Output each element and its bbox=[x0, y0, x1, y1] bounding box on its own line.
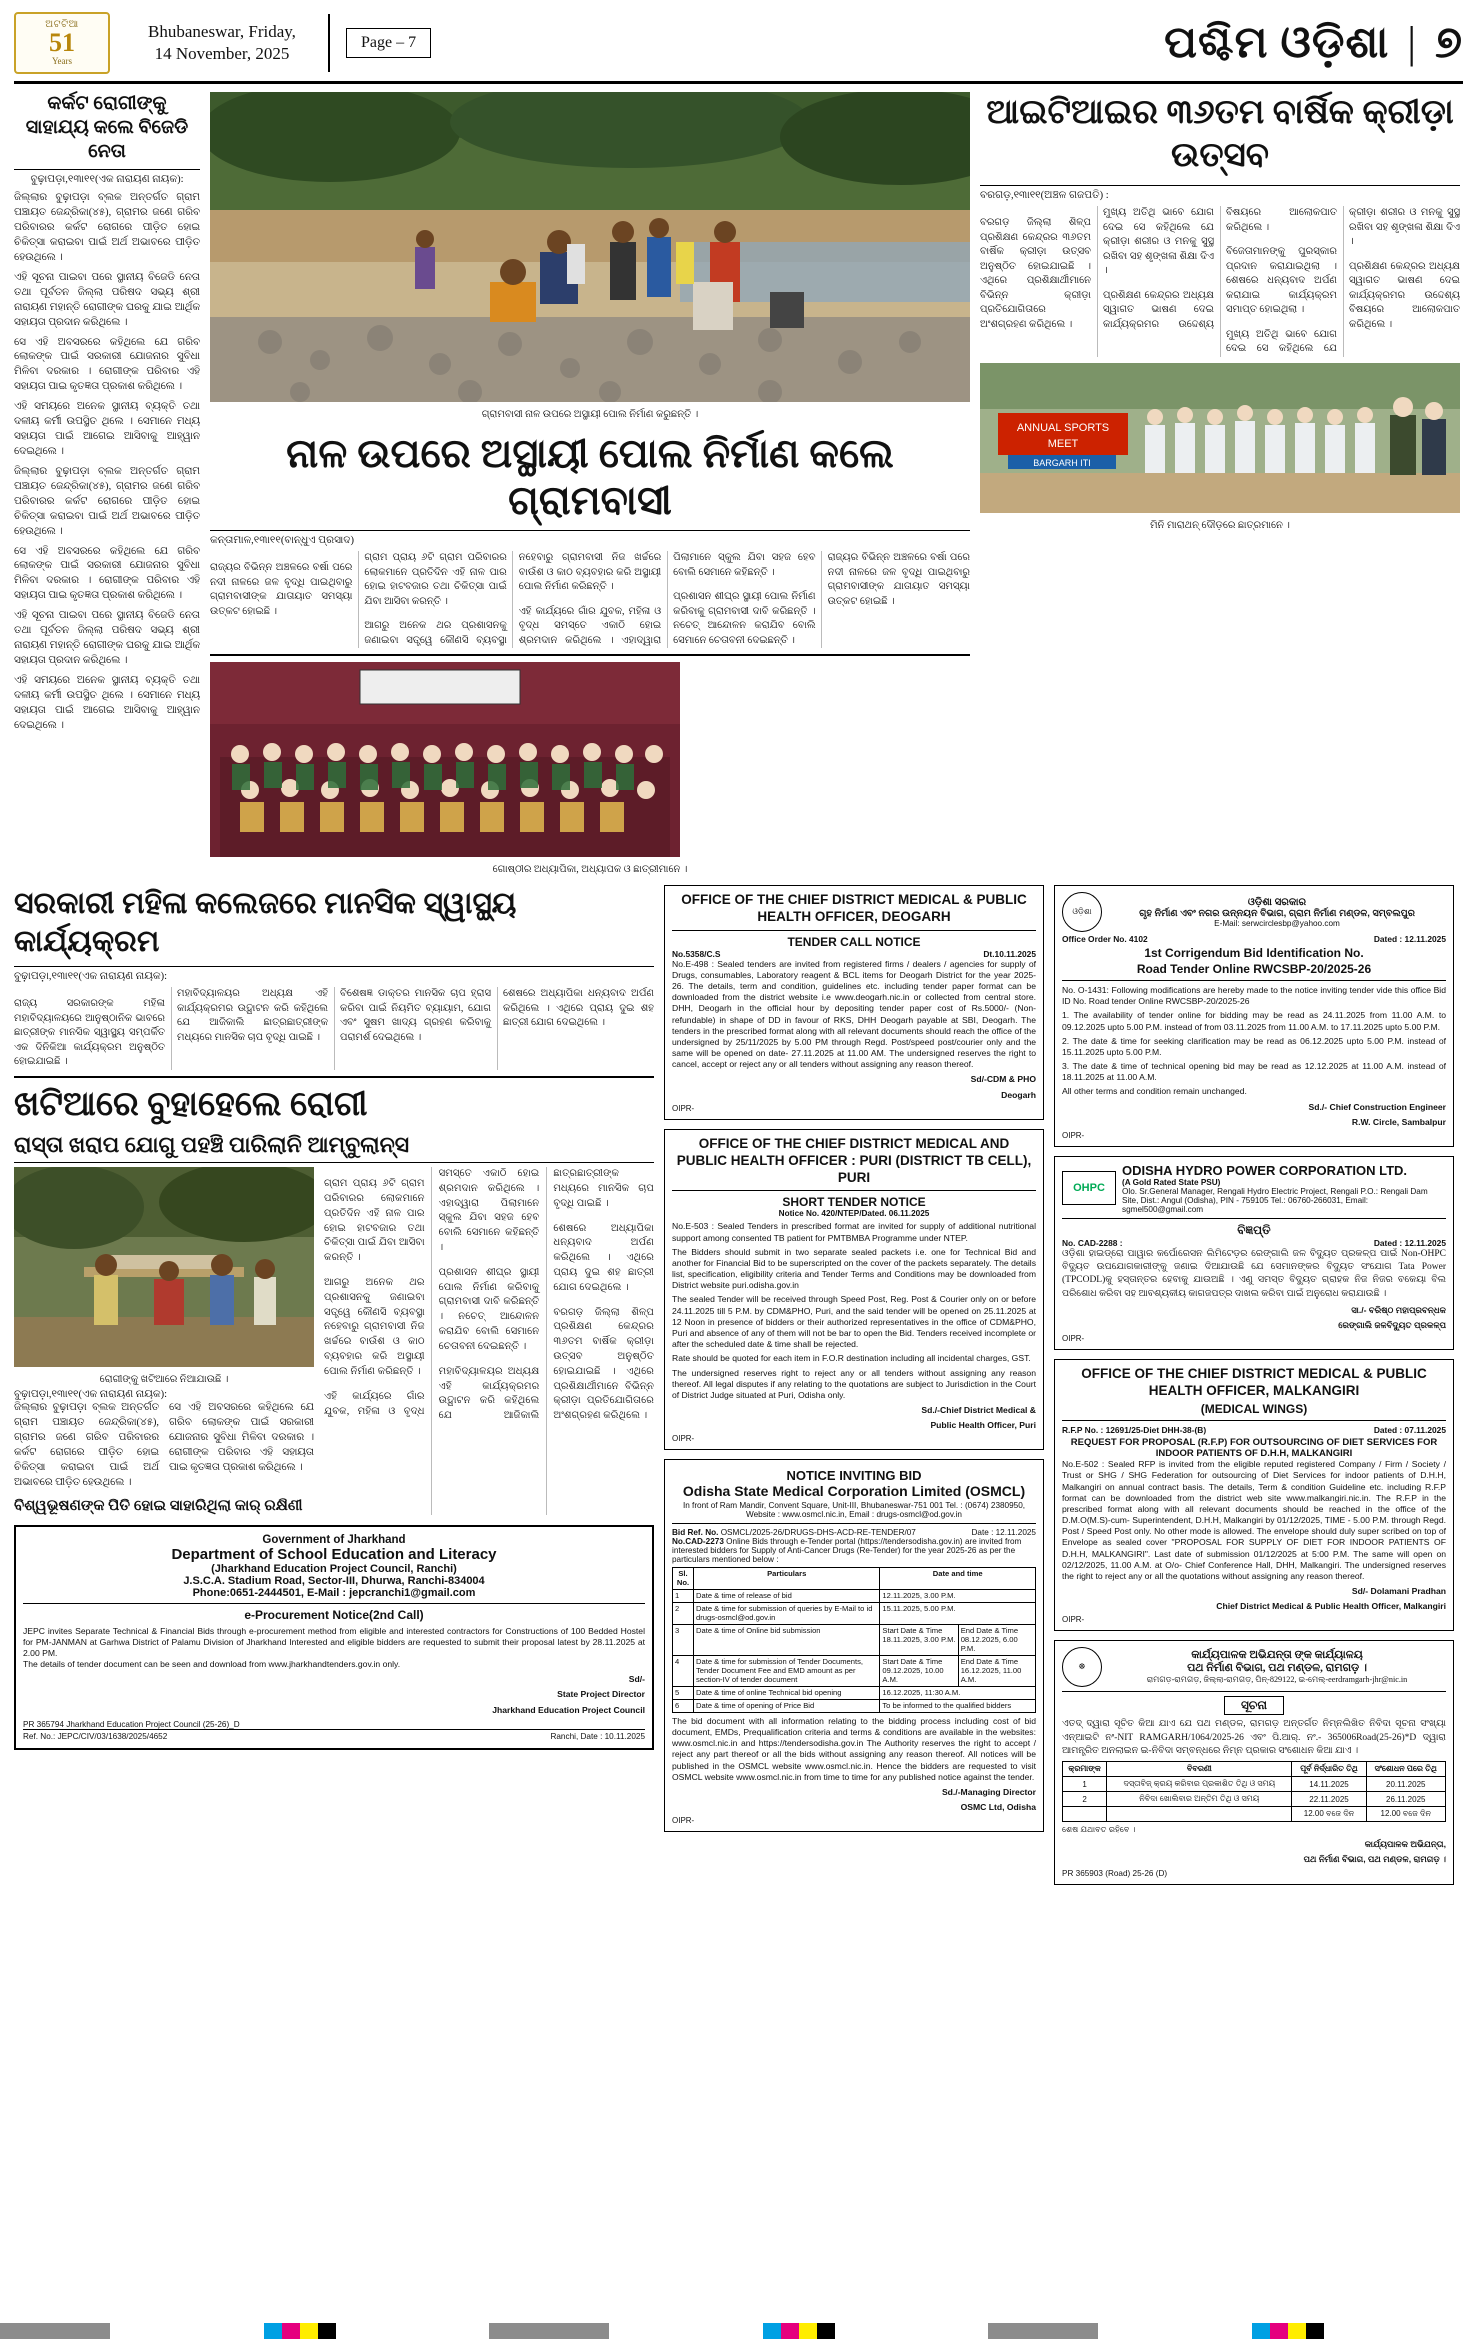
malkangiri-rfp-no: R.F.P No. : 12691/25-Diet DHH-38-(B) bbox=[1062, 1425, 1207, 1436]
table-row bbox=[1063, 1807, 1446, 1822]
paragraph: ଏହି ସୂଚନା ପାଇବା ପରେ ସ୍ଥାନୀୟ ବିଜେଡି ନେତା ତଥା ପୂର୍ବତନ ଜିଲ୍ଲା ପରିଷଦ ସଭ୍ୟ ଶ୍ରୀ ନାରାୟଣ ମହାନ୍ତି ରୋଗୀଙ୍କ ଘରକୁ ଯାଇ ଆର୍ଥିକ ସହାୟତା ପ୍ରଦାନ କରିଥିଲେ । bbox=[14, 610, 200, 666]
badge-top-text: ଅଟଟିଆ bbox=[45, 19, 79, 30]
paragraph: ଜିଲ୍ଲାର ବୁଢ଼ାପଡ଼ା ବ୍ଲକ ଅନ୍ତର୍ଗତ ଗ୍ରାମ ପଞ୍ଚାୟତ ଜେନ୍ଦ୍ରିକା(୪୫), ଗ୍ରାମର ଜଣେ ଗରିବ ପରିବାରର କର୍କଟ ରୋଗରେ ପୀଡ଼ିତ ହୋଇ ଚିକିତ୍ସା କରାଇବା ପାଇଁ ଅର୍ଥ ଅଭାବରେ ପୀଡ଼ିତ ହେଉଥିଲେ । bbox=[14, 192, 200, 263]
main-story-body bbox=[210, 551, 970, 648]
osmcl-cad-text: Online Bids through e-Tender portal (https://tendersodisha.gov.in) are invited from interested bidders for Supply of Anti-Cancer Drugs (Re-Tender) for the year 2025-26 as per the particulars mentioned below : bbox=[672, 1536, 1022, 1564]
paragraph: ଏହି ସମୟରେ ଅନେକ ସ୍ଥାନୀୟ ବ୍ୟକ୍ତି ତଥା ଦଳୀୟ କର୍ମୀ ଉପସ୍ଥିତ ଥିଲେ । ସେମାନେ ମଧ୍ୟ ସହାୟତା ପାଇଁ ଆଗେଇ ଆସିବାକୁ ଆହ୍ୱାନ ଦେଇଥିଲେ । bbox=[14, 674, 200, 731]
cell-no: 1 bbox=[1063, 1777, 1107, 1792]
malkangiri-title2: REQUEST FOR PROPOSAL (R.F.P) FOR OUTSOURCING OF DIET SERVICES FOR INDOOR PATIENTS OF D.H.H, MALKANGIRI bbox=[1070, 1437, 1438, 1460]
cell-no: 6 bbox=[673, 1699, 694, 1712]
cell-particulars: Date & time of opening of Price Bid bbox=[694, 1699, 880, 1712]
jh-govt: Government of Jharkhand bbox=[262, 1533, 406, 1546]
cell-no: 4 bbox=[673, 1655, 694, 1686]
group-photo-caption: ଗୋଷ୍ଠୀର ଅଧ୍ୟାପିକା, ଅଧ୍ୟାପକ ଓ ଛାତ୍ରୀମାନେ । bbox=[492, 864, 688, 875]
paragraph: ରାଜ୍ୟର ବିଭିନ୍ନ ଅଞ୍ଚଳରେ ବର୍ଷା ପରେ ନଦୀ ନାଳରେ ଜଳ ବୃଦ୍ଧି ପାଇଥିବାରୁ ଗ୍ରାମବାସୀଙ୍କ ଯାତାୟାତ ସମସ୍ୟା ଉତ୍କଟ ହୋଇଛି । bbox=[827, 552, 970, 607]
ohpc-oipr: OIPR- bbox=[1062, 1334, 1085, 1344]
title-separator: | bbox=[1407, 18, 1418, 67]
main-byline: କନ୍ତାମାଳ,୧୩ା୧୧(ବାନ୍ଧୁଏ ପ୍ରସାଦ) bbox=[210, 535, 355, 546]
column-right bbox=[980, 92, 1460, 875]
cell-old: 22.11.2025 bbox=[1292, 1792, 1366, 1807]
osmcl-date: Date : 12.11.2025 bbox=[971, 1527, 1036, 1537]
table-row bbox=[1063, 1792, 1446, 1807]
puri-body1: No.E-503 : Sealed Tenders in prescribed format are invited for supply of additional nutritional support among consented TB patient for PMTBMBA Programme under NTEP. bbox=[672, 1221, 1036, 1243]
paragraph: ମହାବିଦ୍ୟାଳୟର ଅଧ୍ୟକ୍ଷ ଏହି କାର୍ଯ୍ୟକ୍ରମର ଉଦ୍ଘାଟନ କରି କହିଥିଲେ ଯେ ଆଜିକାଲି ଛାତ୍ରଛାତ୍ରୀଙ୍କ ମଧ୍ୟରେ ମାନସିକ ଚାପ ବୃଦ୍ଧି ପାଇଛି । bbox=[438, 1168, 654, 1422]
ohpc-address: Olo. Sr.General Manager, Rengali Hydro Electric Project, Rengali P.O.: Rengali Dam Site, Dist.: Angul (Odisha), PIN - 759105 Tel.: 06760-266031, Email: sgmel500@gmail.com bbox=[1122, 1186, 1428, 1214]
rwcsbp-order-no: Office Order No. 4102 bbox=[1062, 934, 1148, 944]
osmcl-sign2: OSMC Ltd, Odisha bbox=[960, 1802, 1036, 1813]
th-date: Date and time bbox=[880, 1567, 1036, 1589]
hero-photo-caption: ଗ୍ରାମବାସୀ ନାଳ ଉପରେ ଅସ୍ଥାୟୀ ପୋଲ ନିର୍ମାଣ କରୁଛନ୍ତି । bbox=[481, 409, 699, 420]
rwcsbp-title2: Road Tender Online RWCSBP-20/2025-26 bbox=[1136, 962, 1372, 976]
cell-no: 2 bbox=[1063, 1792, 1107, 1807]
cell-no: 5 bbox=[673, 1686, 694, 1699]
cell-date1: Start Date & Time 09.12.2025, 10.00 A.M. bbox=[880, 1655, 958, 1686]
ramgarh-title1: କାର୍ଯ୍ୟପାଳକ ଅଭିଯନ୍ତା ଙ୍କ କାର୍ଯ୍ୟାଳୟ bbox=[1191, 1649, 1363, 1662]
ads-column-right bbox=[1054, 885, 1454, 1894]
svg-text:BARGARH ITI: BARGARH ITI bbox=[1033, 457, 1091, 468]
jh-notice-title: e-Procurement Notice(2nd Call) bbox=[244, 1607, 424, 1622]
rwcsbp-body: No. O-1431: Following modifications are hereby made to the notice inviting tender vide this office Bid ID No. Road tender Online RWCSBP-20/2025-26 bbox=[1062, 985, 1446, 1007]
deogarh-title: OFFICE OF THE CHIEF DISTRICT MEDICAL & PUBLIC HEALTH OFFICER, DEOGARH bbox=[681, 892, 1027, 924]
malkangiri-rfp-ad bbox=[1054, 1359, 1454, 1631]
ramgarh-body: ଏତଦ୍ ଦ୍ୱାରା ସୂଚିତ କିଆ ଯାଏ ଯେ ପଥ ମଣ୍ଡଳ, ରାମଗଡ଼ ଅନ୍ତର୍ଗତ ନିମ୍ନଲିଖିତ ନିବିଦା ସୂଚନା ସଂଖ୍ୟା ଏନ୍ଆଇଟି ନଂ-NIT RAMGARH/1064/2025-26 ଏବଂ ପି.ଆର୍. ନଂ.- 365006Road(25-26)*D ଦ୍ୱାରା ଆମନ୍ତ୍ରିତ ଅନଲାଇନ ଇ-ନିବିଦା ସମ୍ବନ୍ଧରେ ନିମ୍ନ ପ୍ରକାର ସଂଶୋଧନ କିଆ ଯାଏ । bbox=[1062, 1719, 1446, 1756]
cell-no bbox=[1063, 1807, 1107, 1822]
patient-photo-caption: ରୋଗୀଙ୍କୁ ଖଟିଆରେ ନିଆଯାଉଛି । bbox=[99, 1374, 229, 1385]
cell-new: 26.11.2025 bbox=[1366, 1792, 1445, 1807]
deogarh-ref-left: No.5358/C.S bbox=[672, 948, 721, 959]
cell-new: 20.11.2025 bbox=[1366, 1777, 1445, 1792]
malkangiri-oipr: OIPR- bbox=[1062, 1615, 1085, 1625]
malkangiri-subtitle: (MEDICAL WINGS) bbox=[1200, 1402, 1308, 1417]
puri-body2: The Bidders should submit in two separate sealed packets i.e. one for Technical Bid and another for Financial Bid to be superscripted on the cover of the packets separately. The details list, specification, eligibility criteria and Tender Terms and Conditions may be downloaded from District website puri.odisha.gov.in bbox=[672, 1246, 1036, 1291]
paragraph: ଏହି ସମୟରେ ଅନେକ ସ୍ଥାନୀୟ ବ୍ୟକ୍ତି ତଥା ଦଳୀୟ କର୍ମୀ ଉପସ୍ଥିତ ଥିଲେ । ସେମାନେ ମଧ୍ୟ ସହାୟତା ପାଇଁ ଆଗେଇ ଆସିବାକୁ ଆହ୍ୱାନ ଦେଇଥିଲେ । bbox=[14, 401, 200, 457]
paragraph: ସେ ଏହି ଅବସରରେ କହିଥିଲେ ଯେ ଗରିବ ଲୋକଙ୍କ ପାଇଁ ସରକାରୀ ଯୋଜନାର ସୁବିଧା ମିଳିବା ଦରକାର । ରୋଗୀଙ୍କ ପରିବାର ଏହି ସହାୟତା ପାଇ କୃତଜ୍ଞତା ପ୍ରକାଶ କରିଥିଲେ । bbox=[14, 545, 200, 602]
place: Bhubaneswar, Friday, bbox=[148, 22, 296, 42]
paragraph: ଏହି କାର୍ଯ୍ୟରେ ଗାଁର ଯୁବକ, ମହିଳା ଓ ବୃଦ୍ଧ ସମସ୍ତେ ଏକାଠି ହୋଇ ଶ୍ରମଦାନ କରିଥିଲେ । ଏହାଦ୍ୱାରା ପିଲାମାନେ ସ୍କୁଲ ଯିବା ସହଜ ହେବ ବୋଲି ସେମାନେ କହିଛନ୍ତି । bbox=[324, 1168, 540, 1417]
jharkhand-ad bbox=[14, 1525, 654, 1750]
paragraph: ଜିଲ୍ଲାର ବୁଢ଼ାପଡ଼ା ବ୍ଲକ ଅନ୍ତର୍ଗତ ଗ୍ରାମ ପଞ୍ଚାୟତ ଜେନ୍ଦ୍ରିକା(୪୫), ଗ୍ରାମର ଜଣେ ଗରିବ ପରିବାରର କର୍କଟ ରୋଗରେ ପୀଡ଼ିତ ହୋଇ ଚିକିତ୍ସା କରାଇବା ପାଇଁ ଅର୍ଥ ଅଭାବରେ ପୀଡ଼ିତ ହେଉଥିଲେ । bbox=[14, 1402, 159, 1488]
paragraph: ଆଗରୁ ଅନେକ ଥର ପ୍ରଶାସନକୁ ଜଣାଇବା ସତ୍ତ୍ୱେ କୌଣସି ବ୍ୟବସ୍ଥା ନହେବାରୁ ଗ୍ରାମବାସୀ ନିଜ ଖର୍ଚ୍ଚରେ ବାଉଁଶ ଓ କାଠ ବ୍ୟବହାର କରି ଅସ୍ଥାୟୀ ପୋଲ ନିର୍ମାଣ କରିଛନ୍ତି । bbox=[324, 1277, 425, 1377]
puri-oipr: OIPR- bbox=[672, 1434, 695, 1444]
annual-sports-meet-photo bbox=[980, 363, 1460, 513]
place-date bbox=[132, 21, 312, 64]
ramgarh-sign2: ପଥ ନିର୍ମାଣ ବିଭାଗ, ପଥ ମଣ୍ଡଳ, ରାମଗଡ଼ । bbox=[1303, 1854, 1446, 1865]
cell-date1: To be informed to the qualified bidders bbox=[880, 1699, 1036, 1712]
column-main bbox=[210, 92, 970, 875]
ohpc-logo-icon: OHPC bbox=[1062, 1171, 1116, 1205]
cell-date2: End Date & Time 08.12.2025, 6.00 P.M. bbox=[958, 1624, 1035, 1655]
rwcsbp-item-1: 1. The availability of tender online for bidding may be read as 24.11.2025 from 11.00 A.M. to 09.12.2025 upto 5.00 P.M. instead of from 03.11.2025 from 11.00 A.M. to 17.11.2025 upto 5.00 P.M. bbox=[1062, 1010, 1446, 1032]
paragraph: ସେ ଏହି ଅବସରରେ କହିଥିଲେ ଯେ ଗରିବ ଲୋକଙ୍କ ପାଇଁ ସରକାରୀ ଯୋଜନାର ସୁବିଧା ମିଳିବା ଦରକାର । ରୋଗୀଙ୍କ ପରିବାର ଏହି ସହାୟତା ପାଇ କୃତଜ୍ଞତା ପ୍ରକାଶ କରିଥିଲେ । bbox=[14, 336, 200, 393]
rwcsbp-govt: ଓଡ଼ିଶା ସରକାର bbox=[1247, 896, 1307, 908]
ohpc-sign2: ରେଙ୍ଗାଲି ଜଳବିଦ୍ୟୁତ ପ୍ରକଳ୍ପ bbox=[1338, 1320, 1446, 1331]
page-digit: ୭ bbox=[1435, 18, 1463, 67]
paragraph: ଗ୍ରାମ ପ୍ରାୟ ୬ଟି ଗ୍ରାମ ପରିବାରର ଲୋକମାନେ ପ୍ରତିଦିନ ଏହି ନାଳ ପାର ହୋଇ ହାଟବଜାର ତଥା ଚିକିତ୍ସା ପାଇଁ ଯିବା ଆସିବା କରନ୍ତି । bbox=[324, 1178, 425, 1264]
ramgarh-title2: ପଥ ନିର୍ମାଣ ବିଭାଗ, ପଥ ମଣ୍ଡଳ, ରାମଗଡ଼ । bbox=[1187, 1662, 1367, 1675]
osmcl-bid-ad bbox=[664, 1459, 1044, 1832]
ohpc-notice-head: ବିଜ୍ଞପ୍ତି bbox=[1237, 1222, 1271, 1237]
masthead bbox=[14, 10, 1463, 84]
paragraph: ମୁଖ୍ୟ ଅତିଥି ଭାବେ ଯୋଗ ଦେଇ ସେ କହିଥିଲେ ଯେ କ୍ରୀଡ଼ା ଶରୀର ଓ ମନକୁ ସୁସ୍ଥ ରଖିବା ସହ ଶୃଙ୍ଖଳା ଶିକ୍ଷା ଦିଏ । bbox=[1226, 207, 1460, 354]
th-new: ସଂଶୋଧନ ପରେ ତିଥି bbox=[1366, 1762, 1445, 1777]
paragraph: ପ୍ରଶିକ୍ଷଣ କେନ୍ଦ୍ରର ଅଧ୍ୟକ୍ଷ ସ୍ୱାଗତ ଭାଷଣ ଦେଇ କାର୍ଯ୍ୟକ୍ରମର ଉଦ୍ଦେଶ୍ୟ ବିଷୟରେ ଆଲୋକପାତ କରିଥିଲେ । bbox=[1103, 207, 1337, 330]
jh-sign3: Jharkhand Education Project Council bbox=[492, 1704, 645, 1715]
jh-ranchi: Ranchi, Date : 10.11.2025 bbox=[550, 1731, 645, 1741]
th-sl: କ୍ରମାଙ୍କ bbox=[1063, 1762, 1107, 1777]
puri-body3: The sealed Tender will be received through Speed Post, Reg. Post & Courier only on or before 24.11.2025 till 5 P.M. by CDM&PHO, Puri, and the said tender will be opened on 25.11.2025 at 12 Noon in presence of bidders or their authorized representatives in the office of CDM&PHO, Puri and absence of any of them will not be bar to open the Bid. Tenders received incomplete or after the scheduled date & time shall be rejected. bbox=[672, 1294, 1036, 1350]
women-college-headline: ସରକାରୀ ମହିଳା କଲେଜରେ ମାନସିକ ସ୍ୱାସ୍ଥ୍ୟ କାର୍ଯ୍ୟକ୍ରମ bbox=[14, 887, 517, 958]
osmcl-address: In front of Ram Mandir, Convent Square, Unit-III, Bhubaneswar-751 001 Tel. : (0674) 2380950, Website : www.osmcl.nic.in, Email : drugs-osmcl@od.gov.in bbox=[682, 1500, 1026, 1519]
deogarh-body: No.E-498 : Sealed tenders are invited from registered firms / dealers / agencies for supply of Drugs, consumables, Laboratory reagent & BCL items for Deogarh District for the year 2025-26. The details, term and condition, guidelines etc. including tender paper format can be downloaded from the district website i.e www.deogarh.nic.in or collected from central store. DHH, Deogarh in the official hour by depositing tender paper cost of Rs.5000/- (Non-refundable) in shape of DD in favour of RKS, DHH Deogarh payable at SBI, Deogarh. The tenders in the prescribed format along with all relevant documents should reach the office of the undersigned by 25/11/2025 by 5.00 PM through Regd. Post/speed post/courier only and the same will be opened on date- 27.11.2025 at 11.00 AM. The undersigned reserves the right to cancel, accept or reject any or all tenders without assigning any reason thereof. bbox=[672, 958, 1036, 1070]
paragraph: ଗ୍ରାମ ପ୍ରାୟ ୬ଟି ଗ୍ରାମ ପରିବାରର ଲୋକମାନେ ପ୍ରତିଦିନ ଏହି ନାଳ ପାର ହୋଇ ହାଟବଜାର ତଥା ଚିକିତ୍ସା ପାଇଁ ଯିବା ଆସିବା କରନ୍ତି । bbox=[364, 552, 507, 607]
table-row bbox=[673, 1686, 1036, 1699]
puri-notice-no: Notice No. 420/NTEP/Dated. 06.11.2025 bbox=[778, 1209, 930, 1219]
puri-sign1: Sd./-Chief District Medical & bbox=[921, 1405, 1036, 1416]
ohpc-date: Dated : 12.11.2025 bbox=[1373, 1237, 1446, 1248]
cell-new: 12.00 ବଜେ ଦିନ bbox=[1366, 1807, 1445, 1822]
rwcsbp-title1: 1st Corrigendum Bid Identification No. bbox=[1144, 946, 1364, 960]
women-college-byline: ବୁଢ଼ାପଡ଼ା,୧୩ା୧୧(ଏକ ନାରାୟଣ ନାୟକ): bbox=[14, 971, 168, 982]
puri-title: OFFICE OF THE CHIEF DISTRICT MEDICAL AND PUBLIC HEALTH OFFICER : PURI (DISTRICT TB CELL), PURI bbox=[676, 1135, 1032, 1185]
ramgarh-pr: PR 365903 (Road) 25-26 (D) bbox=[1062, 1868, 1168, 1878]
malkangiri-rfp-date: Dated : 07.11.2025 bbox=[1373, 1425, 1446, 1436]
paper-title: ପଶ୍ଚିମ ଓଡ଼ିଶା bbox=[1164, 18, 1390, 67]
cell-particulars: Date & time for submission of Tender Documents, Tender Document Fee and EMD amount as per section-IV of tender document bbox=[694, 1655, 880, 1686]
puri-subtitle: SHORT TENDER NOTICE bbox=[782, 1195, 926, 1210]
malkangiri-sign1: Sd/- Dolamani Pradhan bbox=[1351, 1586, 1446, 1597]
osmcl-cad-label: No.CAD-2273 bbox=[672, 1536, 724, 1546]
paragraph: ବିଜେତାମାନଙ୍କୁ ପୁରସ୍କାର ପ୍ରଦାନ କରାଯାଇଥିଲା । ଶେଷରେ ଧନ୍ୟବାଦ ଅର୍ପଣ କରାଯାଇ କାର୍ଯ୍ୟକ୍ରମ ସମାପ୍ତ ହୋଇଥିଲା । bbox=[1226, 246, 1337, 315]
paragraph: ପ୍ରଶାସନ ଶୀଘ୍ର ସ୍ଥାୟୀ ପୋଲ ନିର୍ମାଣ କରିବାକୁ ଗ୍ରାମବାସୀ ଦାବି କରିଛନ୍ତି । ନଚେତ୍ ଆନ୍ଦୋଳନ କରାଯିବ ବୋଲି ସେମାନେ ଚେତାବନୀ ଦେଇଛନ୍ତି । bbox=[673, 591, 816, 646]
hero-photo bbox=[210, 92, 970, 407]
osmcl-bid-table bbox=[672, 1567, 1036, 1713]
cell-old: 14.11.2025 bbox=[1292, 1777, 1366, 1792]
column-left bbox=[14, 92, 200, 875]
osmcl-org: Odisha State Medical Corporation Limited (OSMCL) bbox=[682, 1483, 1026, 1500]
paragraph: ସେ ଏହି ଅବସରରେ କହିଥିଲେ ଯେ ଗରିବ ଲୋକଙ୍କ ପାଇଁ ସରକାରୀ ଯୋଜନାର ସୁବିଧା ମିଳିବା ଦରକାର । ରୋଗୀଙ୍କ ପରିବାର ଏହି ସହାୟତା ପାଇ କୃତଜ୍ଞତା ପ୍ରକାଶ କରିଥିଲେ । bbox=[169, 1402, 314, 1473]
ohpc-ad bbox=[1054, 1156, 1454, 1351]
page-label: Page – 7 bbox=[346, 28, 431, 58]
right-byline: ବରଗଡ଼,୧୩ା୧୧(ଅଞ୍ଚଳ ଗଜପତି) : bbox=[980, 190, 1109, 201]
left-body-1 bbox=[14, 191, 200, 733]
table-row bbox=[673, 1589, 1036, 1602]
jh-sign1: Sd/- bbox=[628, 1674, 645, 1685]
sports-photo-caption: ମିନି ମାରାଥନ୍ ଦୌଡ଼ରେ ଛାତ୍ରମାନେ । bbox=[1150, 519, 1290, 531]
rwcsbp-email: E-Mail: serwcirclesbp@yahoo.com bbox=[1214, 918, 1340, 928]
jh-address: J.S.C.A. Stadium Road, Sector-III, Dhurwa, Ranchi-834004 bbox=[183, 1574, 485, 1587]
ohpc-title: ODISHA HYDRO POWER CORPORATION LTD. bbox=[1122, 1162, 1408, 1178]
paragraph: ମହାବିଦ୍ୟାଳୟର ଅଧ୍ୟକ୍ଷ ଏହି କାର୍ଯ୍ୟକ୍ରମର ଉଦ୍ଘାଟନ କରି କହିଥିଲେ ଯେ ଆଜିକାଲି ଛାତ୍ରଛାତ୍ରୀଙ୍କ ମଧ୍ୟରେ ମାନସିକ ଚାପ ବୃଦ୍ଧି ପାଇଛି । bbox=[177, 988, 328, 1043]
deogarh-sign1: Sd/-CDM & PHO bbox=[970, 1074, 1036, 1085]
cell-date1: 12.11.2025, 3.00 P.M. bbox=[880, 1589, 1036, 1602]
cell-desc bbox=[1107, 1807, 1292, 1822]
paragraph: ଜିଲ୍ଲାର ବୁଢ଼ାପଡ଼ା ବ୍ଲକ ଅନ୍ତର୍ଗତ ଗ୍ରାମ ପଞ୍ଚାୟତ ଜେନ୍ଦ୍ରିକା(୪୫), ଗ୍ରାମର ଜଣେ ଗରିବ ପରିବାରର କର୍କଟ ରୋଗରେ ପୀଡ଼ିତ ହୋଇ ଚିକିତ୍ସା କରାଇବା ପାଇଁ ଅର୍ଥ ଅଭାବରେ ପୀଡ଼ିତ ହେଉଥିଲେ । bbox=[14, 465, 200, 537]
paragraph: ବରଗଡ଼ ଜିଲ୍ଲା ଶିଳ୍ପ ପ୍ରଶିକ୍ଷଣ କେନ୍ଦ୍ରର ୩୬ତମ ବାର୍ଷିକ କ୍ରୀଡ଼ା ଉତ୍ସବ ଅନୁଷ୍ଠିତ ହୋଇଯାଇଛି । ଏଥିରେ ପ୍ରଶିକ୍ଷାର୍ଥୀମାନେ ବିଭିନ୍ନ କ୍ରୀଡ଼ା ପ୍ରତିଯୋଗିତାରେ ଅଂଶଗ୍ରହଣ କରିଥିଲେ । bbox=[980, 217, 1091, 330]
cell-date1: 15.11.2025, 5.00 P.M. bbox=[880, 1602, 1036, 1624]
paragraph: ଏହି ସୂଚନା ପାଇବା ପରେ ସ୍ଥାନୀୟ ବିଜେଡି ନେତା ତଥା ପୂର୍ବତନ ଜିଲ୍ଲା ପରିଷଦ ସଭ୍ୟ ଶ୍ରୀ ନାରାୟଣ ମହାନ୍ତି ରୋଗୀଙ୍କ ଘରକୁ ଯାଇ ଆର୍ଥିକ ସହାୟତା ପ୍ରଦାନ କରିଥିଲେ । bbox=[14, 271, 200, 328]
lower-left bbox=[14, 885, 654, 1750]
paragraph: ରାଜ୍ୟ ସରକାରଙ୍କ ମହିଳା ମହାବିଦ୍ୟାଳୟରେ ଆନୁଷ୍ଠାନିକ ଭାବରେ ଛାତ୍ରୀଙ୍କ ମାନସିକ ସ୍ୱାସ୍ଥ୍ୟ ସମ୍ପର୍କିତ ଏକ ଦିନିକିଆ କାର୍ଯ୍ୟକ୍ରମ ଅନୁଷ୍ଠିତ ହୋଇଯାଇଛି । bbox=[14, 998, 165, 1067]
jh-body: JEPC invites Separate Technical & Financial Bids through e-procurement method from eligible and interested contractors for Constructions of 100 Bedded Hostel for PM-JANMAN at Garhwa District of Palamu Division of Jharkhand Interested and eligible bidders are requested to submit their proposal latest by 28.11.2025 at 2.00 PM. bbox=[23, 1625, 645, 1658]
osmcl-oipr: OIPR- bbox=[672, 1816, 695, 1826]
paragraph: ବିଶେଷଜ୍ଞ ଡାକ୍ତର ମାନସିକ ଚାପ ହ୍ରାସ କରିବା ପାଇଁ ନିୟମିତ ବ୍ୟାୟାମ, ଯୋଗ ଏବଂ ସୁଷମ ଖାଦ୍ୟ ଗ୍ରହଣ କରିବାକୁ ପରାମର୍ଶ ଦେଇଥିଲେ । bbox=[340, 988, 491, 1043]
jh-sign2: State Project Director bbox=[557, 1689, 645, 1700]
ramgarh-address: ରାମଗଡ଼-ରାମଗଡ଼, ଜିଲ୍ଲା-ରାମଗଡ଼, ପିନ୍-829122, ଇ-ମେଲ୍-eerdramgarh-jhr@nic.in bbox=[1146, 1675, 1408, 1685]
main-headline: ନାଳ ଉପରେ ଅସ୍ଥାୟୀ ପୋଲ ନିର୍ମାଣ କଲେ ଗ୍ରାମବାସୀ bbox=[286, 431, 894, 523]
ohpc-body: ଓଡ଼ିଶା ହାଇଡ୍ରୋ ପାୱାର କର୍ପୋରେସନ ଲିମିଟେଡ଼ର ରେଙ୍ଗାଲି ଜଳ ବିଦ୍ୟୁତ ପ୍ରକଳ୍ପ ପାଇଁ Non-OHPC ବିଦ୍ୟୁତ ଉପଯୋଗକାରୀଙ୍କୁ ଜଣାଇ ଦିଆଯାଉଛି ଯେ ସେମାନଙ୍କର ବିଦ୍ୟୁତ ସଂଯୋଗ Tata Power (TPCODL)କୁ ହସ୍ତାନ୍ତର ହେବାକୁ ଯାଉଅଛି । ଏଣୁ ସମସ୍ତ ବିଦ୍ୟୁତ ଗ୍ରାହକ ନିଜ ନିଜର ବକେୟା ବିଲ ପରିଶୋଧ କରିବା ସହ ଆବଶ୍ୟକୀୟ କାଗଜପତ୍ର ଦାଖଲ କରିବା ପାଇଁ ଅନୁରୋଧ କରାଯାଉଛି । bbox=[1062, 1248, 1446, 1299]
rwcsbp-date: Dated : 12.11.2025 bbox=[1373, 934, 1446, 944]
cell-old: 12.00 ବଜେ ଦିନ bbox=[1292, 1807, 1366, 1822]
jh-pr: PR 365794 Jharkhand Education Project Council (25-26)_D bbox=[23, 1719, 240, 1729]
content-grid bbox=[14, 92, 1463, 875]
ohpc-subtitle: (A Gold Rated State PSU) bbox=[1122, 1177, 1221, 1187]
lower-grid bbox=[14, 885, 1463, 1894]
group-photo bbox=[210, 662, 970, 862]
th-desc: ବିବରଣୀ bbox=[1107, 1762, 1292, 1777]
osmcl-title: NOTICE INVITING BID bbox=[786, 1468, 922, 1484]
rwcsbp-item-2: 2. The date & time for seeking clarification may be read as 06.12.2025 upto 5.00 P.M. instead of 15.11.2025 upto 5.00 P.M. bbox=[1062, 1035, 1446, 1057]
deogarh-ref-right: Dt.10.11.2025 bbox=[983, 948, 1036, 959]
ramgarh-notice-head: ସୂଚନା bbox=[1224, 1696, 1284, 1715]
patient-headline: ଖଟିଆରେ ବୁହାହେଲେ ରୋଗୀ bbox=[14, 1085, 368, 1123]
right-story-body bbox=[980, 206, 1460, 357]
deogarh-tender-ad bbox=[664, 885, 1044, 1120]
malkangiri-sign2: Chief District Medical & Public Health Officer, Malkangiri bbox=[1216, 1601, 1446, 1612]
rwcsbp-item-3: 3. The date & time of technical opening bid may be read as 12.12.2025 at 11.00 A.M. instead of 18.11.2025 at 11.00 A.M. bbox=[1062, 1061, 1446, 1083]
paragraph: ବରଗଡ଼ ଜିଲ୍ଲା ଶିଳ୍ପ ପ୍ରଶିକ୍ଷଣ କେନ୍ଦ୍ରର ୩୬ତମ ବାର୍ଷିକ କ୍ରୀଡ଼ା ଉତ୍ସବ ଅନୁଷ୍ଠିତ ହୋଇଯାଇଛି । ଏଥିରେ ପ୍ରଶିକ୍ଷାର୍ଥୀମାନେ ବିଭିନ୍ନ କ୍ରୀଡ଼ା ପ୍ରତିଯୋଗିତାରେ ଅଂଶଗ୍ରହଣ କରିଥିଲେ । bbox=[553, 1306, 654, 1422]
osmcl-sign1: Sd./-Managing Director bbox=[941, 1786, 1036, 1797]
cell-date1: 16.12.2025, 11:30 A.M. bbox=[880, 1686, 1036, 1699]
cell-date1: Start Date & Time 18.11.2025, 3.00 P.M. bbox=[880, 1624, 958, 1655]
cell-particulars: Date & time of online Technical bid opening bbox=[694, 1686, 880, 1699]
svg-text:MEET: MEET bbox=[1047, 437, 1079, 450]
osmcl-footer: The bid document with all information relating to the bidding process including cost of bid document, EMDs, Prequalification criteria and terms & conditions are available in the websites: www.osmcl.nic.in and https://tendersodisha.gov.in The Authority reserves the right to accept / reject any part thereof or all the bids without assigning any reason thereof. All notices will be published in the OSMCL website www.osmcl.nic.in. Hence the bidders are requested to visit OSMCL website www.osmcl.nic.in from time to time for any published notice against the tender. bbox=[672, 1715, 1036, 1782]
patient-subheadline: ରାସ୍ତା ଖରାପ ଯୋଗୁ ପହଞ୍ଚି ପାରିଲାନି ଆମ୍ବୁଲାନ୍ସ bbox=[14, 1132, 410, 1157]
cell-no: 1 bbox=[673, 1589, 694, 1602]
masthead-divider bbox=[328, 14, 330, 72]
cell-particulars: Date & time for submission of queries by E-Mail to id drugs-osmcl@od.gov.in bbox=[694, 1602, 880, 1624]
date: 14 November, 2025 bbox=[154, 43, 290, 63]
ramgarh-sign1: କାର୍ଯ୍ୟପାଳକ ଅଭିଯନ୍ତା, bbox=[1364, 1839, 1446, 1850]
patient-byline: ବୁଢ଼ାପଡ଼ା,୧୩ା୧୧(ଏକ ନାରାୟଣ ନାୟକ): bbox=[14, 1389, 168, 1400]
table-row bbox=[673, 1655, 1036, 1686]
paragraph: ରାଜ୍ୟର ବିଭିନ୍ନ ଅଞ୍ଚଳରେ ବର୍ଷା ପରେ ନଦୀ ନାଳରେ ଜଳ ବୃଦ୍ଧି ପାଇଥିବାରୁ ଗ୍ରାମବାସୀଙ୍କ ଯାତାୟାତ ସମସ୍ୟା ଉତ୍କଟ ହୋଇଛି । bbox=[210, 562, 353, 617]
paragraph: ମୁଖ୍ୟ ଅତିଥି ଭାବେ ଯୋଗ ଦେଇ ସେ କହିଥିଲେ ଯେ କ୍ରୀଡ଼ା ଶରୀର ଓ ମନକୁ ସୁସ୍ଥ ରଖିବା ସହ ଶୃଙ୍ଖଳା ଶିକ୍ଷା ଦିଏ । bbox=[1103, 207, 1214, 276]
jh-ref: Ref. No.: JEPC/CIV/03/1638/2025/4652 bbox=[23, 1731, 168, 1741]
paragraph: ପ୍ରଶିକ୍ଷଣ କେନ୍ଦ୍ରର ଅଧ୍ୟକ୍ଷ ସ୍ୱାଗତ ଭାଷଣ ଦେଇ କାର୍ଯ୍ୟକ୍ରମର ଉଦ୍ଦେଶ୍ୟ ବିଷୟରେ ଆଲୋକପାତ କରିଥିଲେ । bbox=[1349, 260, 1460, 330]
cell-particulars: Date & time of release of bid bbox=[694, 1589, 880, 1602]
jh-body2: The details of tender document can be seen and download from www.jharkhandtenders.gov.in only. bbox=[23, 1659, 401, 1670]
ramgarh-note: ଶେଷ ଯଥାବତ ରହିବେ । bbox=[1062, 1825, 1136, 1835]
women-college-body bbox=[14, 987, 654, 1070]
patient-body-left bbox=[14, 1401, 314, 1491]
badge-years: Years bbox=[51, 56, 73, 66]
cell-particulars: Date & time of Online bid submission bbox=[694, 1624, 880, 1655]
national-emblem-icon: ☸ bbox=[1062, 1647, 1102, 1687]
malkangiri-title: OFFICE OF THE CHIEF DISTRICT MEDICAL & PUBLIC HEALTH OFFICER, MALKANGIRI bbox=[1081, 1366, 1427, 1399]
cell-date2: End Date & Time 16.12.2025, 11.00 A.M. bbox=[958, 1655, 1035, 1686]
th-old: ପୂର୍ବ ନିର୍ଦ୍ଧାରିତ ତିଥି bbox=[1292, 1762, 1366, 1777]
osmcl-bidref: OSMCL/2025-26/DRUGS-DHS-ACD-RE-TENDER/07 bbox=[720, 1527, 916, 1537]
table-row bbox=[673, 1624, 1036, 1655]
patient-photo-wrap bbox=[14, 1167, 314, 1515]
th-particulars: Particulars bbox=[694, 1567, 880, 1589]
college-group-photo bbox=[210, 662, 680, 857]
paragraph: ଏହି କାର୍ଯ୍ୟରେ ଗାଁର ଯୁବକ, ମହିଳା ଓ ବୃଦ୍ଧ ସମସ୍ତେ ଏକାଠି ହୋଇ ଶ୍ରମଦାନ କରିଥିଲେ । ଏହାଦ୍ୱାରା ପିଲାମାନେ ସ୍କୁଲ ଯିବା ସହଜ ହେବ ବୋଲି ସେମାନେ କହିଛନ୍ତି । bbox=[518, 552, 816, 646]
rwcsbp-dept: ଗୃହ ନିର୍ମାଣ ଏବଂ ନଗର ଉନ୍ନୟନ ବିଭାଗ, ଗ୍ରାମ ନିର୍ମାଣ ମଣ୍ଡଳ, ସମ୍ବଲପୁର bbox=[1139, 907, 1415, 919]
jh-contact: Phone:0651-2444501, E-Mail : jepcranchi1@gmail.com bbox=[192, 1586, 476, 1599]
svg-text:ANNUAL SPORTS: ANNUAL SPORTS bbox=[1016, 421, 1110, 434]
patient-story-row bbox=[14, 1167, 654, 1515]
puri-tender-ad bbox=[664, 1129, 1044, 1451]
puri-body5: The undersigned reserves right to reject any or all tenders without assigning any reason thereof. All legal disputes if any relating to the quotations are subject to Jurisdiction in the Court of District Judge situated at Puri, Odisha only. bbox=[672, 1367, 1036, 1400]
jh-dept: Department of School Education and Literacy bbox=[171, 1545, 497, 1563]
jh-sub: (Jharkhand Education Project Council, Ranchi) bbox=[211, 1562, 457, 1575]
odisha-emblem-icon: ଓଡ଼ିଶା bbox=[1062, 892, 1102, 932]
cell-no: 2 bbox=[673, 1602, 694, 1624]
deogarh-oipr: OIPR- bbox=[672, 1103, 695, 1113]
osmcl-bidref-label: Bid Ref. No. bbox=[672, 1527, 719, 1537]
ramgarh-notice-ad bbox=[1054, 1640, 1454, 1884]
patient-body-right bbox=[324, 1167, 654, 1515]
masthead-title-group bbox=[1164, 17, 1463, 68]
rwcsbp-oipr: OIPR- bbox=[1062, 1130, 1085, 1140]
ads-column-middle bbox=[664, 885, 1044, 1841]
cell-no: 3 bbox=[673, 1624, 694, 1655]
left-headline-1: କର୍କଟ ରୋଗୀଙ୍କୁ ସାହାଯ୍ୟ କଲେ ବିଜେଡି ନେତା bbox=[25, 93, 189, 162]
sports-photo bbox=[980, 363, 1460, 518]
rwcsbp-sign2: R.W. Circle, Sambalpur bbox=[1351, 1116, 1446, 1127]
rwcsbp-corrigendum-ad bbox=[1054, 885, 1454, 1147]
ohpc-ref: No. CAD-2288 : bbox=[1062, 1237, 1123, 1248]
deogarh-sign2: Deogarh bbox=[1001, 1089, 1036, 1100]
paragraph: ଶେଷରେ ଅଧ୍ୟାପିକା ଧନ୍ୟବାଦ ଅର୍ପଣ କରିଥିଲେ । ଏଥିରେ ପ୍ରାୟ ଦୁଇ ଶହ ଛାତ୍ରୀ ଯୋଗ ଦେଇଥିଲେ । bbox=[503, 988, 654, 1028]
badge-number: 51 bbox=[49, 28, 75, 57]
table-row bbox=[1063, 1777, 1446, 1792]
malkangiri-body: No.E-502 : Sealed RFP is invited from the eligible reputed registered Company / Firm / Society / Trust or SHG / SHG Federation for outsourcing of Diet Services for indoor patients of D.H.H, Malkangiri on annual contract basis. The details, Term & condition Guideline etc. including R.F.P format can be downloaded from the district web site www.malkangiri.nic.in. The R.F.P in the prescribed format along with all relevant documents should be reached in the office of the D.M.O(M.S)-cum- Superintendent, D.H.H, Malkangiri by 01/12/2025, TIME - 5.00 P.M. through Regd. Post / Speed Post only. No other mode is allowed. The envelope should duly super scribed on top of Envelope as sealed cover "PROPOSAL FOR SUPPLY OF DIET FOR INDOOR PATIENTS OF D.H.H, MALKANGIRI". Last date of submission 01/12/2025 at 5:00 P.M. The same will open on 02/12/2025, 11.00 A.M. at O/o- Chief Conference Hall, DHH, Malkangiri. The undersigned reserves the right to reject any or all the quotations without assigning any reason thereof. bbox=[1062, 1459, 1446, 1581]
ohpc-sign1: ସା./- ବରିଷ୍ଠ ମହାପ୍ରବନ୍ଧକ bbox=[1351, 1305, 1446, 1316]
table-row bbox=[673, 1602, 1036, 1624]
patient-footer-text: ବିଶ୍ୱଭୂଷଣଙ୍କ ପିତି ହୋଇ ସାହାରିଥିଲା କାର୍ ରକ୍ଷିଣୀ bbox=[14, 1497, 303, 1514]
left-byline-1: ବୁଢ଼ାପଡ଼ା,୧୩ା୧୧(ଏକ ନାରାୟଣ ନାୟକ): bbox=[30, 174, 184, 186]
puri-body4: Rate should be quoted for each item in F.O.R destination including all incidental charges, GST. bbox=[672, 1353, 1031, 1364]
rwcsbp-tail: All other terms and condition remain unchanged. bbox=[1062, 1086, 1247, 1097]
patient-carried-photo bbox=[14, 1167, 314, 1367]
cell-desc: ଦସ୍ତାବିଜ୍ କ୍ରୟ କରିବାର ପ୍ରକାଶିତ ତିଥି ଓ ସମୟ bbox=[1107, 1777, 1292, 1792]
deogarh-subtitle: TENDER CALL NOTICE bbox=[787, 934, 921, 949]
print-registration-bar bbox=[0, 2323, 1477, 2339]
th-sl: Sl. No. bbox=[673, 1567, 694, 1589]
bridge-construction-photo bbox=[210, 92, 970, 402]
paragraph: ପ୍ରଶାସନ ଶୀଘ୍ର ସ୍ଥାୟୀ ପୋଲ ନିର୍ମାଣ କରିବାକୁ ଗ୍ରାମବାସୀ ଦାବି କରିଛନ୍ତି । ନଚେତ୍ ଆନ୍ଦୋଳନ କରାଯିବ ବୋଲି ସେମାନେ ଚେତାବନୀ ଦେଇଛନ୍ତି । bbox=[438, 1266, 540, 1352]
paragraph: ଶେଷରେ ଅଧ୍ୟାପିକା ଧନ୍ୟବାଦ ଅର୍ପଣ କରିଥିଲେ । ଏଥିରେ ପ୍ରାୟ ଦୁଇ ଶହ ଛାତ୍ରୀ ଯୋଗ ଦେଇଥିଲେ । bbox=[553, 1222, 654, 1293]
ramgarh-correction-table bbox=[1062, 1761, 1446, 1822]
paragraph: ଆଗରୁ ଅନେକ ଥର ପ୍ରଶାସନକୁ ଜଣାଇବା ସତ୍ତ୍ୱେ କୌଣସି ବ୍ୟବସ୍ଥା ନହେବାରୁ ଗ୍ରାମବାସୀ ନିଜ ଖର୍ଚ୍ଚରେ ବାଉଁଶ ଓ କାଠ ବ୍ୟବହାର କରି ଅସ୍ଥାୟୀ ପୋଲ ନିର୍ମାଣ କରିଛନ୍ତି । bbox=[364, 552, 662, 646]
right-headline: ଆଇଟିଆଇର ୩୬ତମ ବାର୍ଷିକ କ୍ରୀଡ଼ା ଉତ୍ସବ bbox=[986, 94, 1454, 174]
puri-sign2: Public Health Officer, Puri bbox=[930, 1420, 1036, 1431]
rwcsbp-sign1: Sd./- Chief Construction Engineer bbox=[1308, 1101, 1446, 1112]
table-row bbox=[673, 1699, 1036, 1712]
anniversary-badge bbox=[14, 12, 110, 74]
cell-desc: ନିବିଦା ଖୋଲିବାର ଅନ୍ତିମ ତିଥି ଓ ସମୟ bbox=[1107, 1792, 1292, 1807]
